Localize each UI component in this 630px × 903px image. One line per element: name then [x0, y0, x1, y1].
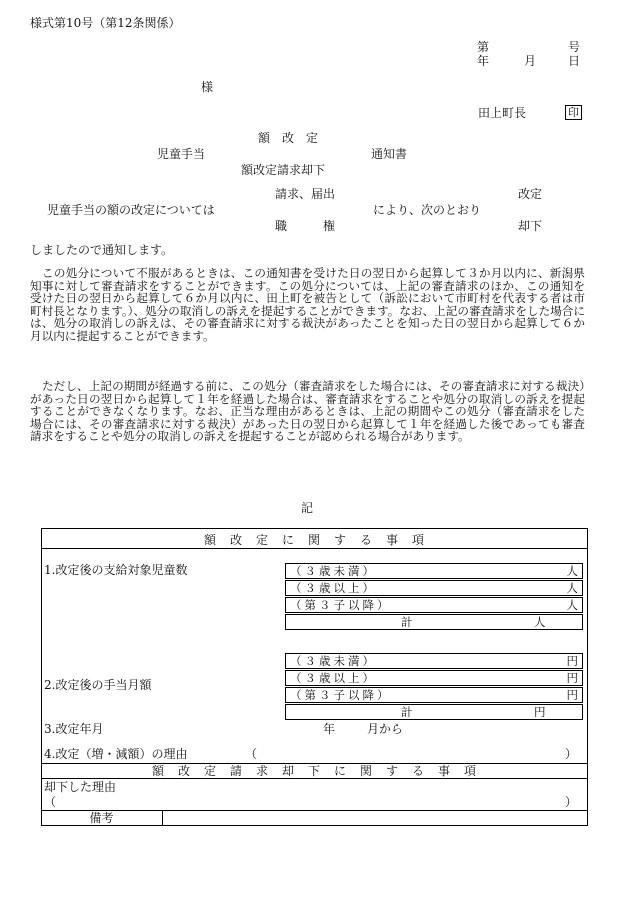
appeal-paragraph-2: ただし、上記の期間が経過する前に、この処分（審査請求をした場合には、その審査請求に対する裁決）があった日の翌日から起算して１年を経過した場合は、審査請求をすることや処分の取消しの訴えを提起することができなくなります。なお、正当な理由があるときは、上記の期間やこの処分（審査請求をした場合には、その審査請求に対する裁決）があった日の翌日から起算して１年を経過した後であっても審査請求をすることや処分の取消しの訴えを提起することが認められる場合があります。	[30, 379, 585, 444]
intro-closing: しましたので通知します。	[30, 243, 174, 257]
children-row-total: 計 人	[285, 614, 583, 630]
children-row-third: （第３子以降） 人	[285, 597, 583, 613]
item4-label: 4.改定（増・減額）の理由	[44, 747, 188, 761]
item3-month: 月から	[367, 722, 404, 736]
number-label: 第	[477, 40, 490, 54]
intro-middle: により、次のとおり	[373, 203, 482, 217]
item3-year: 年	[323, 722, 336, 736]
table-header-revision: 額 改 定 に 関 す る 事 項	[203, 533, 425, 547]
item3-label: 3.改定年月	[44, 722, 104, 736]
title-option-revision: 額 改 定	[258, 131, 319, 145]
item1-label: 1.改定後の支給対象児童数	[44, 563, 188, 577]
title-left: 児童手当	[157, 147, 206, 161]
children-row-over3: （３歳以上） 人	[285, 580, 583, 596]
method-ex-officio: 職 権	[275, 219, 336, 233]
result-rejected: 却下	[518, 219, 543, 233]
reject-paren-open: （	[44, 795, 57, 809]
result-revised: 改定	[518, 187, 543, 201]
reject-reason-label: 却下した理由	[44, 780, 117, 794]
table-header-rejection: 額 改 定 請 求 却 下 に 関 す る 事 項	[151, 764, 477, 778]
title-option-rejection: 額改定請求却下	[241, 163, 326, 177]
amount-row-total: 計 円	[285, 704, 583, 720]
appeal-paragraph-1: この処分について不服があるときは、この通知書を受けた日の翌日から起算して３か月以内に、新潟県知事に対して審査請求をすることができます。この処分については、上記の審査請求のほか、この通知を受けた日の翌日から起算して６か月以内に、田上町を被告として（訴訟において市町村を代表する者は市町村長となります。）、処分の取消しの訴えを提起することができます。なお、上記の審査請求をした場合には、処分の取消しの訴えは、その審査請求に対する裁決があったことを知った日の翌日から起算して６か月以内に提起することができます。	[30, 266, 585, 343]
seal-stamp: 印	[565, 105, 582, 120]
amount-row-third: （第３子以降） 円	[285, 687, 583, 703]
month-label: 月	[524, 54, 537, 68]
issuer-name: 田上町長	[478, 106, 527, 120]
item4-paren-open: （	[245, 747, 258, 761]
method-request: 請求、届出	[275, 187, 336, 201]
title-right: 通知書	[371, 147, 408, 161]
number-suffix: 号	[568, 40, 581, 54]
form-number: 様式第10号（第12条関係）	[30, 16, 181, 30]
item4-paren-close: ）	[565, 747, 578, 761]
day-label: 日	[568, 54, 581, 68]
amount-row-under3: （３歳未満） 円	[285, 653, 583, 669]
intro-lead: 児童手当の額の改定については	[47, 203, 215, 217]
item2-label: 2.改定後の手当月額	[44, 678, 152, 692]
addressee-suffix: 様	[201, 80, 214, 94]
ki-heading: 記	[301, 501, 314, 515]
reject-paren-close: ）	[565, 795, 578, 809]
children-row-under3: （３歳未満） 人	[285, 563, 583, 579]
remarks-label: 備考	[89, 811, 114, 825]
year-label: 年	[477, 54, 490, 68]
amount-row-over3: （３歳以上） 円	[285, 670, 583, 686]
